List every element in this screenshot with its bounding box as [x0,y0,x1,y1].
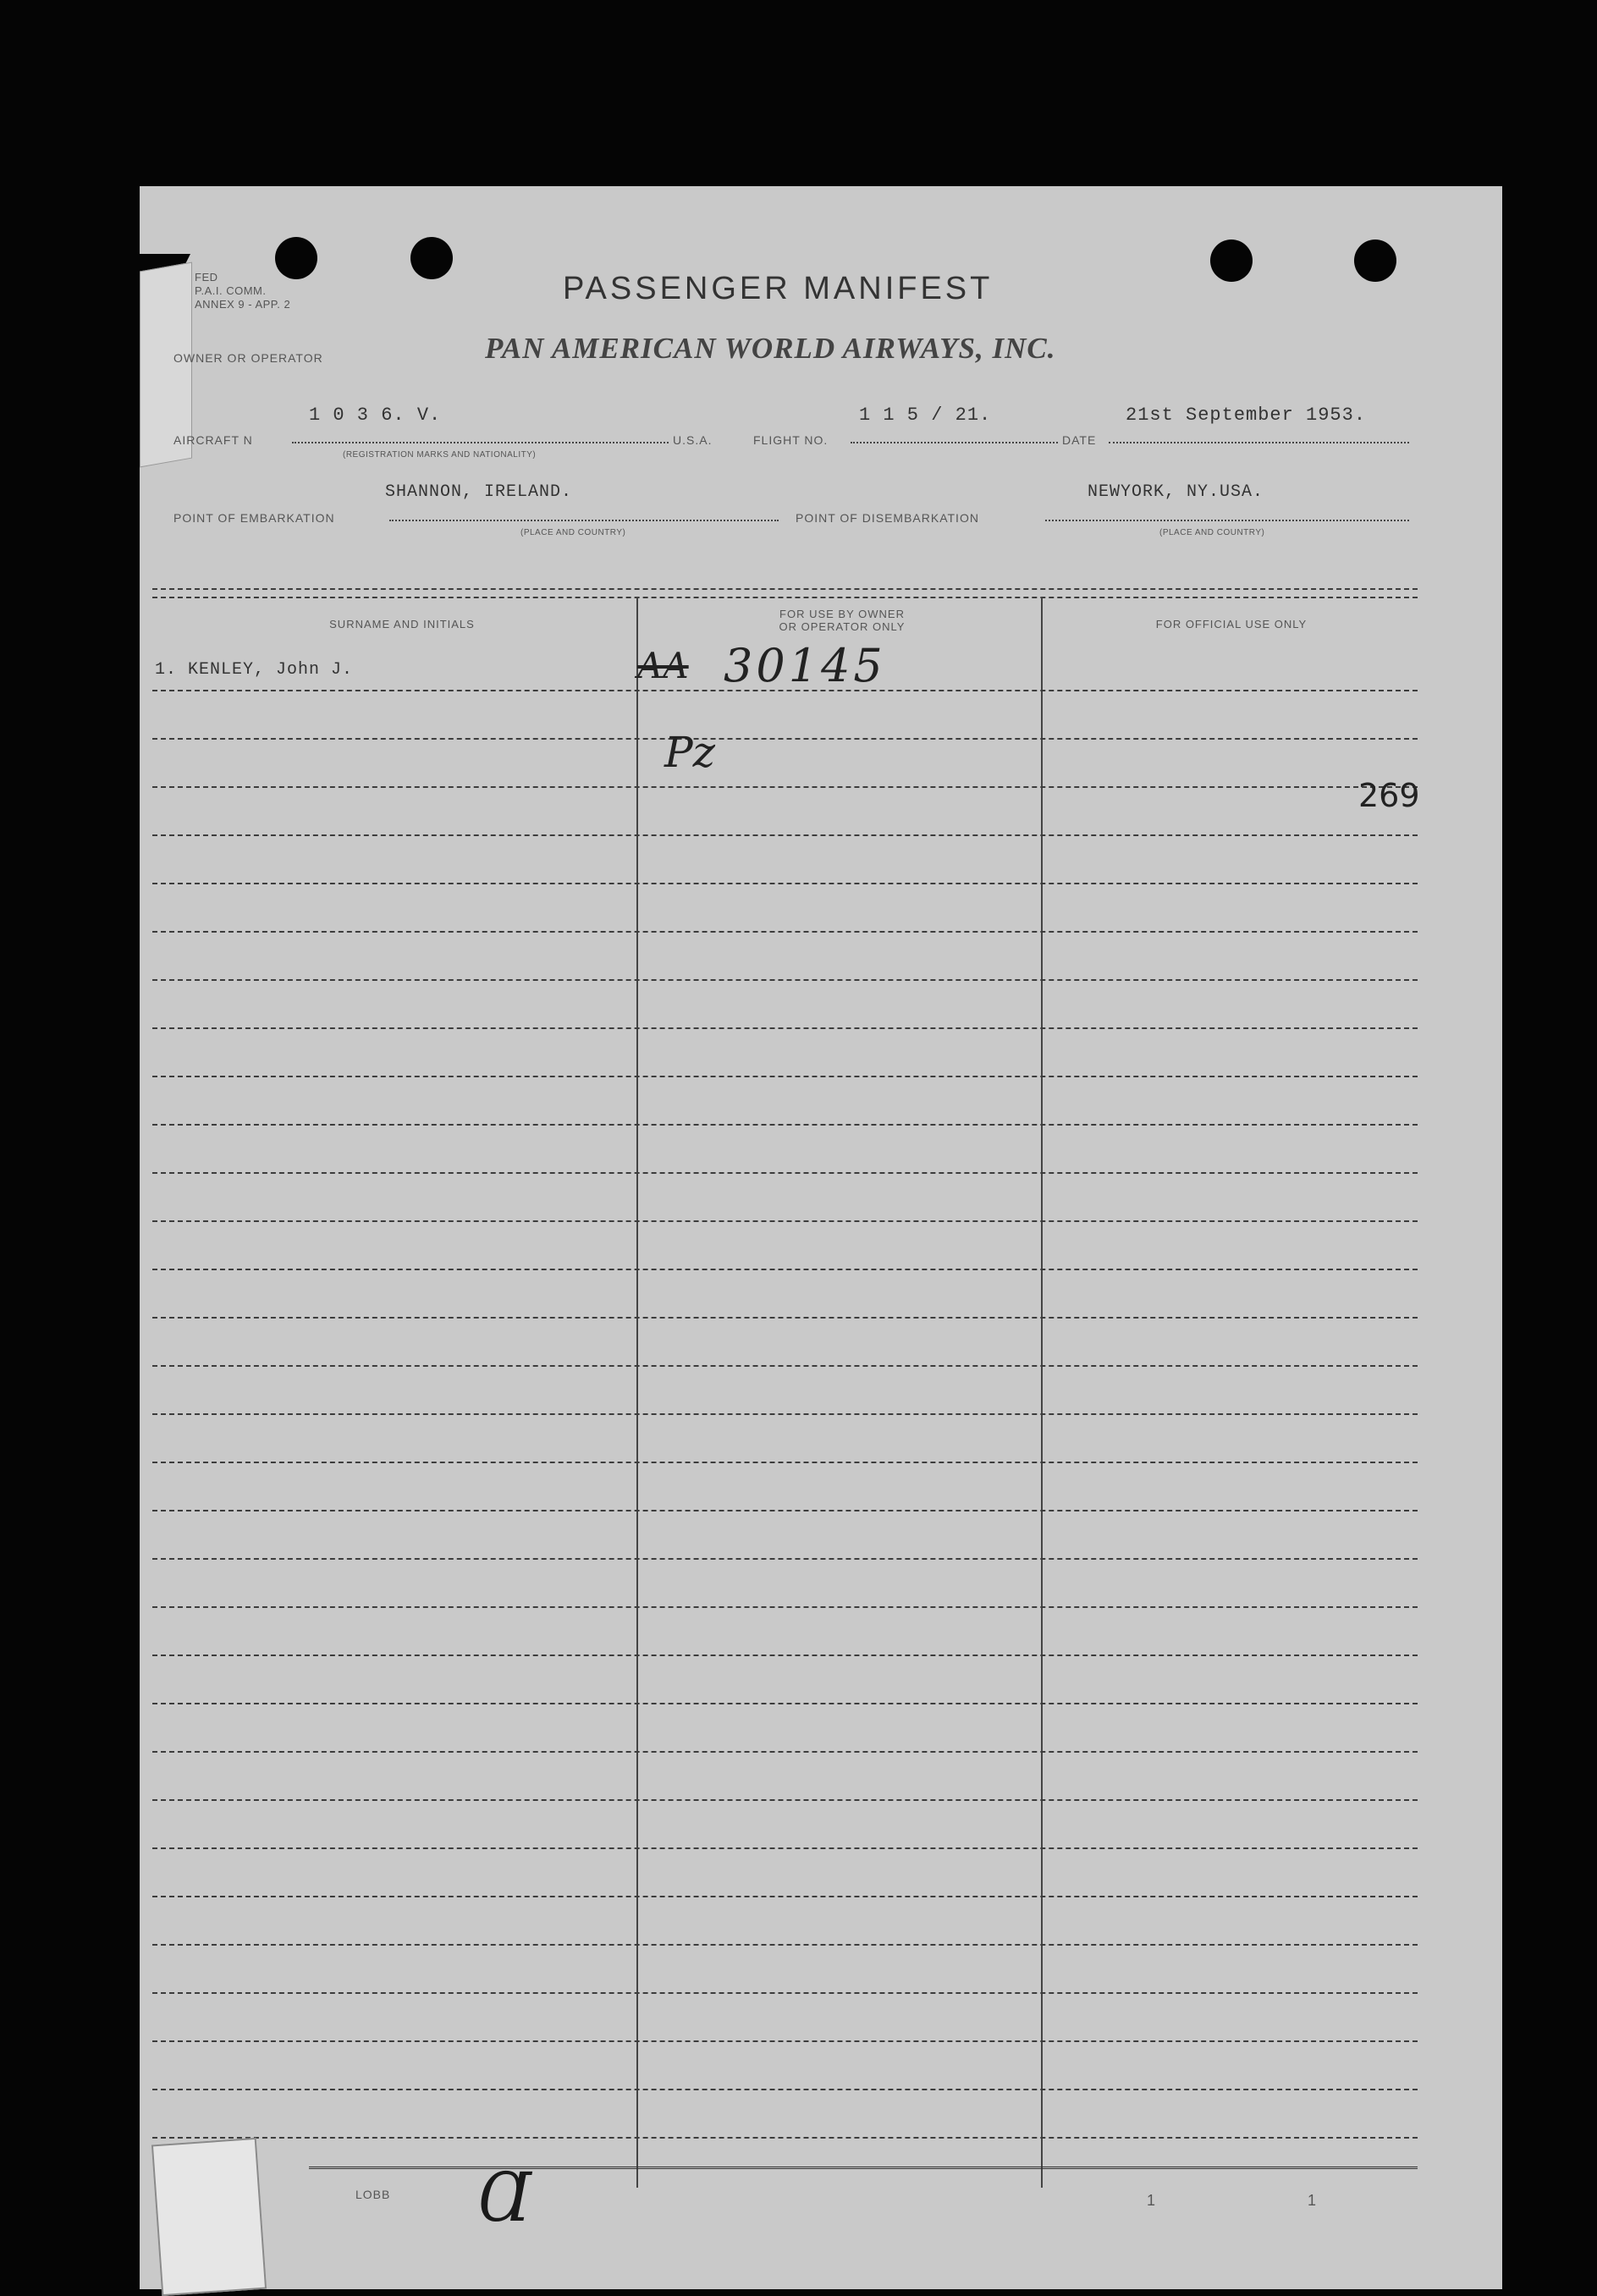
disembarkation-label: POINT OF DISEMBARKATION [796,511,979,525]
airline-name: PAN AMERICAN WORLD AIRWAYS, INC. [485,332,1056,365]
table-row-line [152,1462,1418,1463]
owner-label: OWNER OR OPERATOR [173,351,323,365]
table-row-line [152,1992,1418,1994]
table-row-line [152,1269,1418,1270]
form-reference: FED P.A.I. COMM. ANNEX 9 - APP. 2 [195,271,291,311]
table-row-line [152,1799,1418,1801]
page-number: 269 [1358,777,1420,814]
date-value: 21st September 1953. [1126,405,1367,426]
struck-annotation: AA [637,645,689,686]
embarkation-label: POINT OF EMBARKATION [173,511,335,525]
passenger-entry-1: 1. KENLEY, John J. [155,660,354,680]
table-row-line [152,2089,1418,2090]
handwritten-number: 30145 [724,639,886,692]
flight-label: FLIGHT NO. [753,433,829,447]
punch-hole-1 [275,237,317,279]
manifest-sheet [140,186,1502,2289]
aircraft-line [292,442,669,443]
table-row-line [152,2040,1418,2042]
official-use-header: FOR OFFICIAL USE ONLY [1155,618,1308,630]
disembarkation-note: (PLACE AND COUNTRY) [1159,528,1265,537]
table-row-line [152,1510,1418,1511]
table-top-rule-2 [152,597,1418,598]
table-row-line [152,1027,1418,1029]
table-row-line [152,1172,1418,1174]
footer-rule [309,2167,1418,2169]
punch-hole-4 [1354,240,1396,282]
embarkation-note: (PLACE AND COUNTRY) [520,528,626,537]
embarkation-line [389,520,779,521]
table-row-line [152,1847,1418,1849]
table-row-line [152,1220,1418,1222]
table-row-line [152,1655,1418,1656]
aircraft-label: AIRCRAFT N [173,433,253,447]
table-row-line [152,1751,1418,1753]
table-row-line [152,1317,1418,1319]
nationality-label: U.S.A. [673,433,713,447]
table-row-line [152,1124,1418,1126]
aircraft-note: (REGISTRATION MARKS AND NATIONALITY) [343,450,537,460]
embarkation-value: SHANNON, IRELAND. [385,482,573,502]
table-row-line [152,738,1418,740]
table-row-line [152,1413,1418,1415]
flight-line [851,442,1058,443]
aircraft-value: 1 0 3 6. V. [309,405,442,426]
table-row-line [152,1558,1418,1560]
footer-count-2: 1 [1308,2192,1318,2209]
owner-use-header: FOR USE BY OWNER OR OPERATOR ONLY [779,608,906,633]
date-line [1109,442,1409,443]
flight-value: 1 1 5 / 21. [859,405,992,426]
surname-header: SURNAME AND INITIALS [329,618,475,630]
footer-left-text: LOBB [355,2188,391,2201]
table-row-line [152,883,1418,884]
signature: Ɑ [478,2158,531,2237]
table-row-line [152,979,1418,981]
folded-corner [151,2138,267,2296]
disembarkation-value: NEWYORK, NY.USA. [1088,482,1264,502]
table-row-line [152,1944,1418,1946]
date-label: DATE [1062,433,1097,447]
punch-hole-2 [410,237,453,279]
page-title: PASSENGER MANIFEST [563,271,994,306]
punch-hole-3 [1210,240,1253,282]
table-row-line [152,1606,1418,1608]
table-row-line [152,1896,1418,1897]
table-top-rule-1 [152,588,1418,590]
table-row-line [152,1076,1418,1077]
table-row-line [152,834,1418,836]
table-row-line [152,2137,1418,2139]
table-row-line [152,1703,1418,1704]
table-row-line [152,786,1418,788]
handwritten-initials: Pz [664,728,715,777]
footer-count-1: 1 [1147,2192,1157,2209]
disembarkation-line [1045,520,1409,521]
table-row-line [152,1365,1418,1367]
table-row-line [152,931,1418,933]
